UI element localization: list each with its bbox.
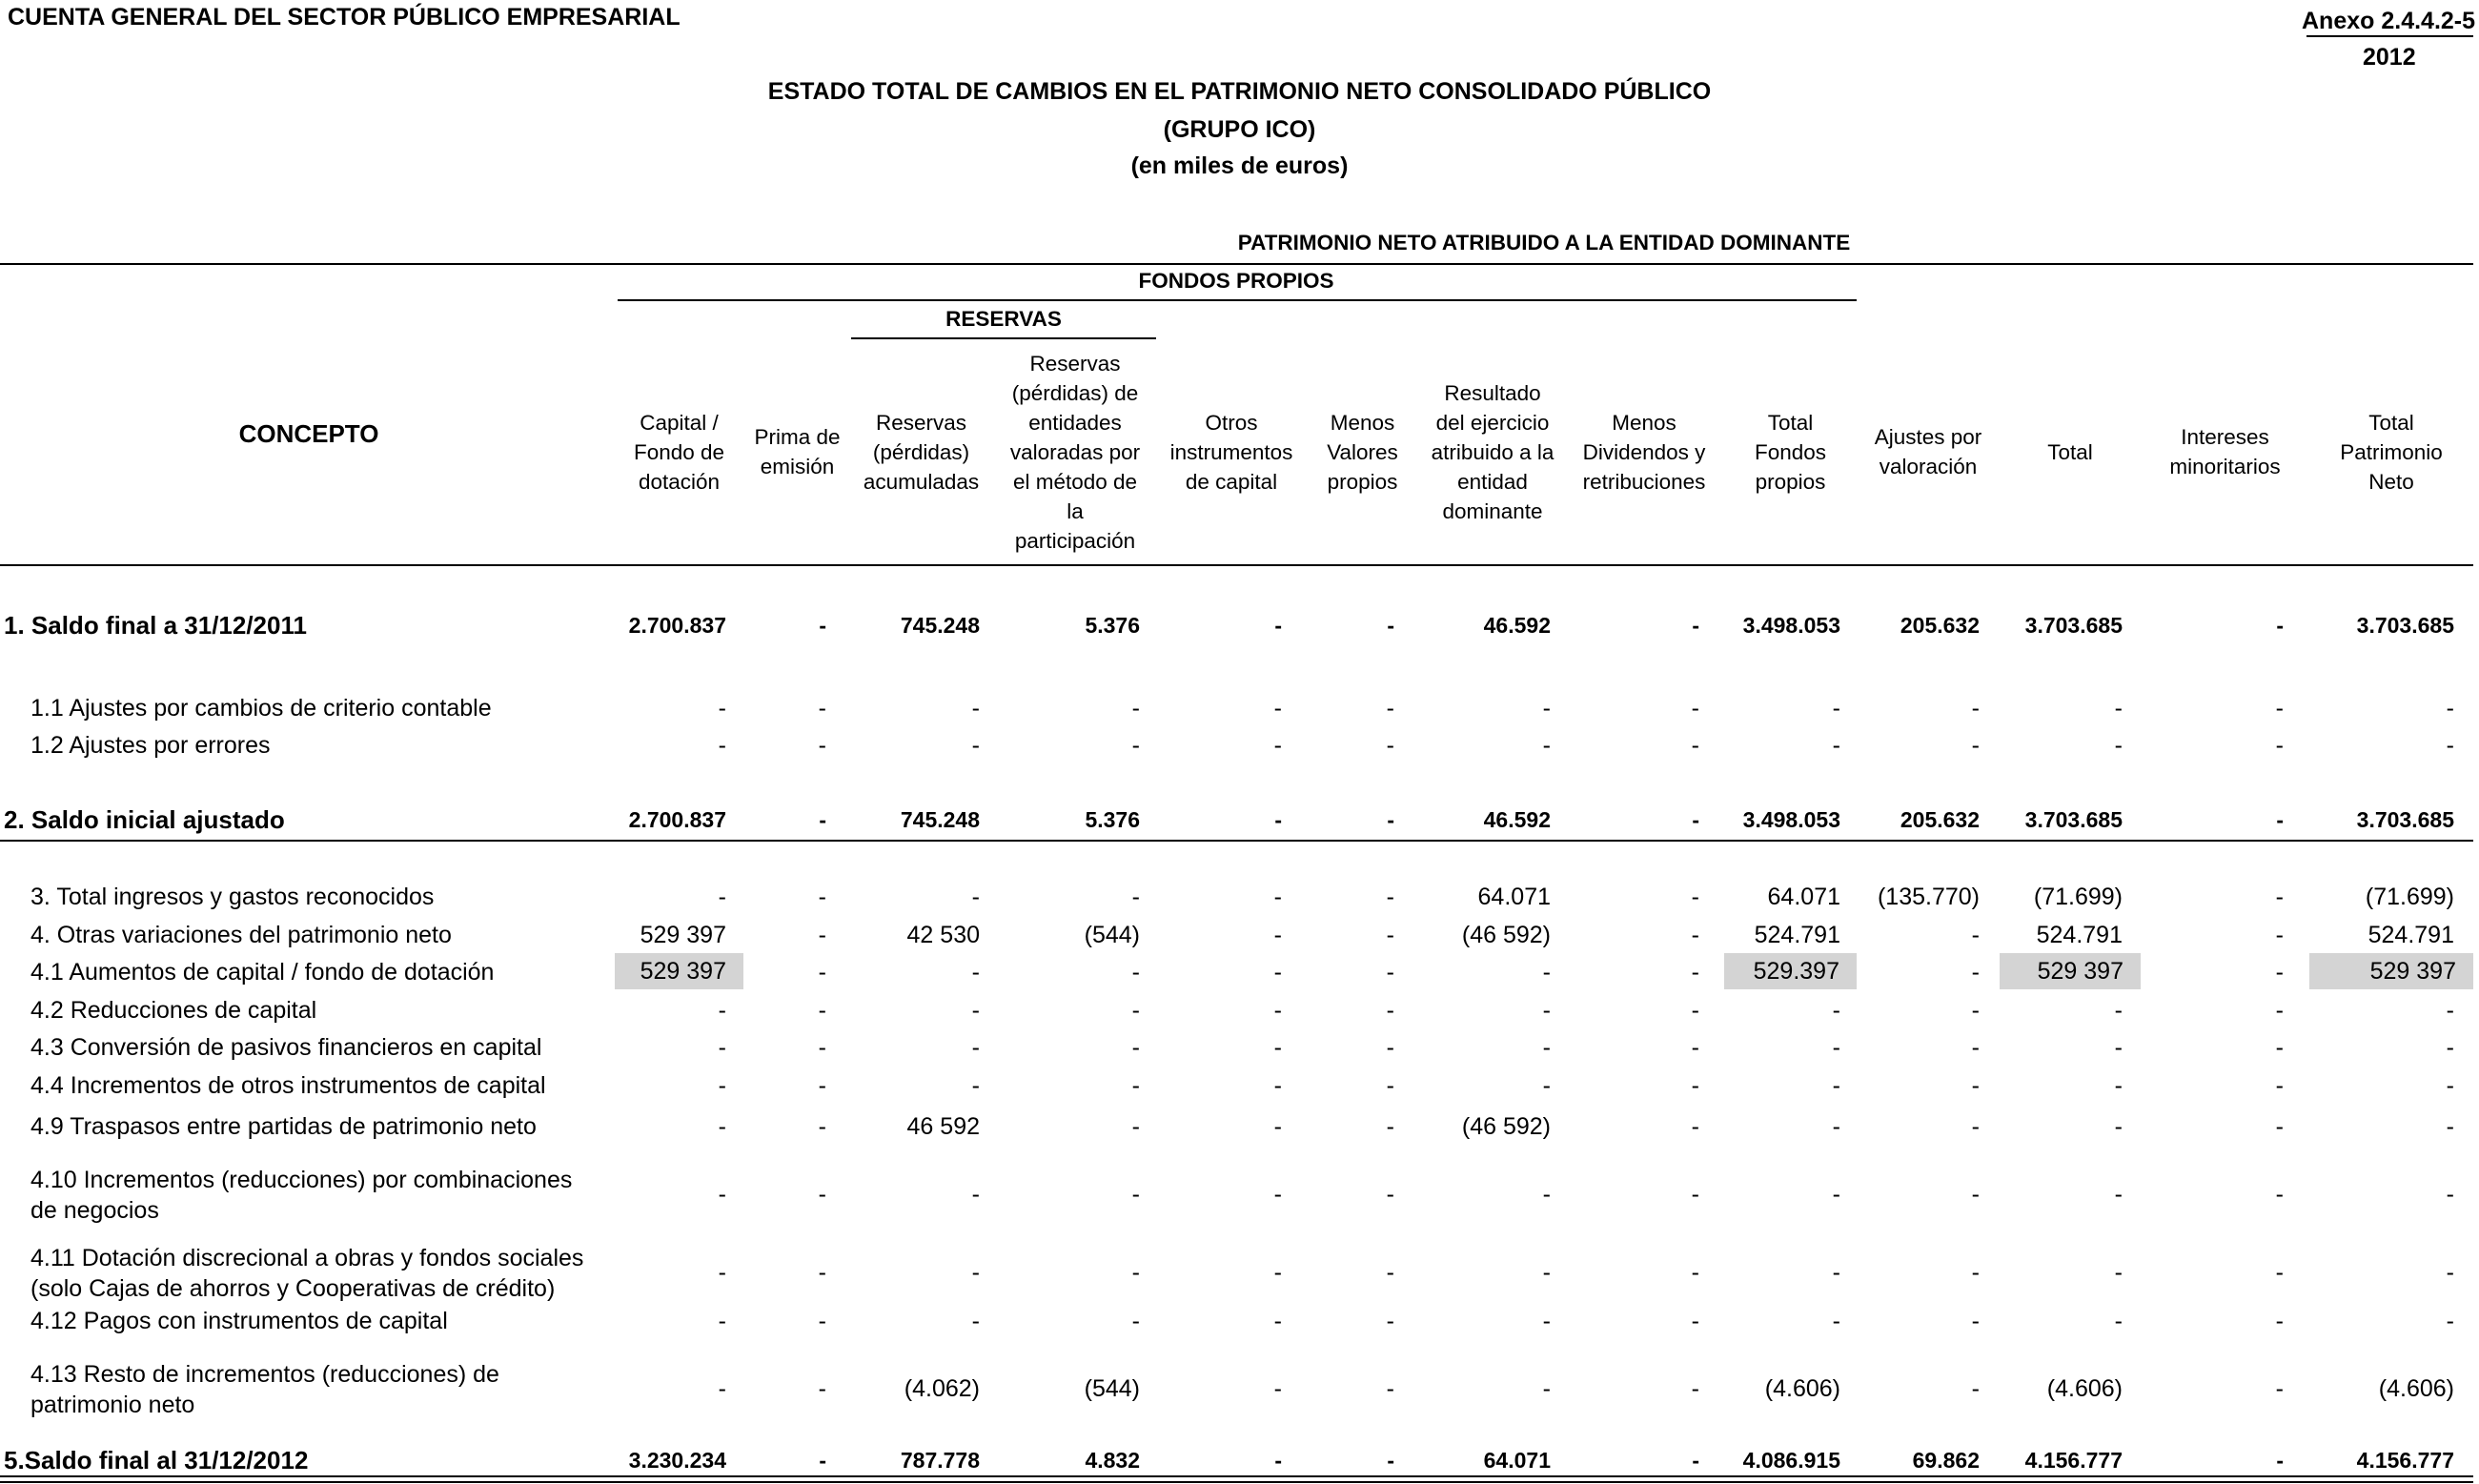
report-subtitle: (GRUPO ICO) bbox=[1163, 116, 1316, 143]
table-cell: 205.632 bbox=[1900, 613, 1980, 638]
table-cell: - bbox=[1691, 1072, 1699, 1099]
report-units: (en miles de euros) bbox=[1130, 152, 1349, 179]
table-cell: - bbox=[1542, 1034, 1551, 1061]
table-cell: - bbox=[971, 997, 980, 1024]
table-cell: - bbox=[818, 1375, 826, 1402]
column-header: Resultado del ejercicio atribuido a la entidad dominante bbox=[1431, 380, 1554, 523]
table-cell: 64.071 bbox=[1483, 1448, 1551, 1473]
table-cell: - bbox=[971, 1259, 980, 1286]
table-cell: - bbox=[1131, 695, 1140, 722]
table-cell: - bbox=[1832, 1308, 1840, 1334]
column-header: Menos Valores propios bbox=[1327, 410, 1398, 494]
table-cell: - bbox=[2275, 922, 2284, 948]
table-cell: - bbox=[819, 613, 826, 638]
table-cell: - bbox=[2446, 1181, 2454, 1208]
table-cell: - bbox=[1971, 922, 1980, 948]
table-cell: 3.498.053 bbox=[1742, 807, 1840, 832]
table-cell: - bbox=[2275, 997, 2284, 1024]
table-cell: (544) bbox=[1084, 922, 1140, 948]
concept-header: CONCEPTO bbox=[238, 419, 379, 448]
table-cell: - bbox=[1131, 884, 1140, 910]
table-cell: (46 592) bbox=[1461, 922, 1551, 948]
table-cell: 3.703.685 bbox=[2356, 613, 2454, 638]
table-cell: - bbox=[1273, 1259, 1282, 1286]
table-cell: - bbox=[2114, 1034, 2123, 1061]
table-cell: - bbox=[2114, 1259, 2123, 1286]
table-cell: 2.700.837 bbox=[628, 613, 726, 638]
table-cell: - bbox=[1131, 1113, 1140, 1140]
table-cell: - bbox=[2275, 1259, 2284, 1286]
table-cell: (135.770) bbox=[1877, 884, 1980, 910]
table-cell: - bbox=[1971, 959, 1980, 986]
table-cell: - bbox=[1542, 695, 1551, 722]
table-cell: (71.699) bbox=[2365, 884, 2454, 910]
table-cell: 524.791 bbox=[1754, 922, 1840, 948]
table-cell: - bbox=[1691, 922, 1699, 948]
column-header: Total Patrimonio Neto bbox=[2340, 410, 2443, 494]
table-cell: - bbox=[1691, 695, 1699, 722]
row-label: 5.Saldo final al 31/12/2012 bbox=[4, 1446, 309, 1474]
table-cell: - bbox=[1832, 732, 1840, 759]
row-label: 1.2 Ajustes por errores bbox=[30, 732, 271, 759]
table-cell: - bbox=[1542, 1181, 1551, 1208]
table-cell: - bbox=[1273, 695, 1282, 722]
table-cell: - bbox=[1386, 1259, 1394, 1286]
row-label: 4.13 Resto de incrementos (reducciones) de patrimonio neto bbox=[30, 1361, 499, 1418]
table-cell: (71.699) bbox=[2033, 884, 2123, 910]
table-cell: - bbox=[718, 1034, 726, 1061]
table-cell: - bbox=[718, 732, 726, 759]
table-cell: (4.606) bbox=[2046, 1375, 2123, 1402]
table-cell: - bbox=[1832, 997, 1840, 1024]
table-top-rule bbox=[0, 263, 2473, 265]
table-cell: - bbox=[2275, 1072, 2284, 1099]
column-header: Reservas (pérdidas) acumuladas bbox=[863, 410, 980, 494]
table-cell: - bbox=[971, 1072, 980, 1099]
table-cell: - bbox=[1131, 959, 1140, 986]
table-cell: - bbox=[971, 1181, 980, 1208]
table-cell: - bbox=[2114, 695, 2123, 722]
table-cell: 46 592 bbox=[906, 1113, 980, 1140]
table-cell: 529 397 bbox=[2309, 953, 2473, 989]
table-cell: - bbox=[1274, 613, 1282, 638]
report-year: 2012 bbox=[2363, 44, 2416, 71]
row-label: 3. Total ingresos y gastos reconocidos bbox=[30, 884, 435, 910]
table-cell: - bbox=[2275, 695, 2284, 722]
table-cell: - bbox=[818, 1113, 826, 1140]
table-cell: - bbox=[718, 1308, 726, 1334]
table-cell: 529 397 bbox=[640, 922, 726, 948]
table-cell: - bbox=[1386, 1072, 1394, 1099]
table-cell: - bbox=[1542, 1308, 1551, 1334]
table-cell: - bbox=[1131, 732, 1140, 759]
table-cell: - bbox=[1273, 997, 1282, 1024]
table-cell: 524.791 bbox=[2036, 922, 2123, 948]
table-cell: - bbox=[718, 1181, 726, 1208]
table-cell: - bbox=[1692, 807, 1699, 832]
table-cell: - bbox=[1542, 959, 1551, 986]
table-cell: - bbox=[1691, 1181, 1699, 1208]
table-cell: - bbox=[1131, 1034, 1140, 1061]
table-cell: - bbox=[1971, 1113, 1980, 1140]
table-cell: - bbox=[1273, 1072, 1282, 1099]
table-cell: - bbox=[2275, 1375, 2284, 1402]
table-cell: - bbox=[2275, 732, 2284, 759]
report-title: ESTADO TOTAL DE CAMBIOS EN EL PATRIMONIO NETO CONSOLIDADO PÚBLICO bbox=[767, 78, 1712, 105]
table-cell: - bbox=[1131, 1259, 1140, 1286]
row-label: 1. Saldo final a 31/12/2011 bbox=[4, 611, 307, 640]
table-cell: - bbox=[1273, 959, 1282, 986]
table-cell: - bbox=[1692, 613, 1699, 638]
table-cell: - bbox=[1386, 1034, 1394, 1061]
table-cell: 5.376 bbox=[1085, 613, 1140, 638]
table-cell: - bbox=[1131, 997, 1140, 1024]
table-cell: - bbox=[971, 1308, 980, 1334]
table-cell: - bbox=[1971, 997, 1980, 1024]
table-cell: - bbox=[1274, 807, 1282, 832]
table-cell: - bbox=[2446, 997, 2454, 1024]
table-cell: 69.862 bbox=[1912, 1448, 1980, 1473]
table-cell: - bbox=[818, 922, 826, 948]
table-cell: - bbox=[1691, 884, 1699, 910]
column-header: Reservas (pérdidas) de entidades valoradas por el método de la participación bbox=[1009, 351, 1141, 553]
table-cell: - bbox=[818, 695, 826, 722]
row-label: 4.1 Aumentos de capital / fondo de dotación bbox=[30, 959, 495, 986]
rule-after-saldo-inicial bbox=[0, 840, 2473, 842]
table-cell: - bbox=[1387, 613, 1394, 638]
fondos-rule bbox=[618, 299, 1857, 301]
row-label: 4.10 Incrementos (reducciones) por combinaciones de negocios bbox=[30, 1167, 573, 1224]
table-cell: - bbox=[1273, 732, 1282, 759]
table-cell: 524.791 bbox=[2367, 922, 2454, 948]
table-cell: - bbox=[2114, 1113, 2123, 1140]
table-cell: - bbox=[1971, 732, 1980, 759]
table-cell: - bbox=[1691, 997, 1699, 1024]
table-cell: - bbox=[2275, 1113, 2284, 1140]
table-cell: - bbox=[1692, 1448, 1699, 1473]
table-cell: - bbox=[2446, 1113, 2454, 1140]
table-cell: - bbox=[1832, 1072, 1840, 1099]
table-cell: 205.632 bbox=[1900, 807, 1980, 832]
table-cell: - bbox=[1131, 1308, 1140, 1334]
table-cell: 3.703.685 bbox=[2024, 613, 2123, 638]
table-cell: 3.703.685 bbox=[2356, 807, 2454, 832]
column-header: Menos Dividendos y retribuciones bbox=[1582, 410, 1706, 494]
table-cell: 529 397 bbox=[615, 953, 743, 989]
table-cell: 745.248 bbox=[900, 613, 980, 638]
table-cell: (4.606) bbox=[1764, 1375, 1840, 1402]
header-bottom-rule bbox=[0, 564, 2473, 566]
table-cell: - bbox=[1691, 732, 1699, 759]
table-cell: - bbox=[718, 1259, 726, 1286]
report-header-org: CUENTA GENERAL DEL SECTOR PÚBLICO EMPRESARIAL bbox=[8, 4, 681, 30]
table-cell: 46.592 bbox=[1483, 807, 1551, 832]
table-cell: - bbox=[2446, 1034, 2454, 1061]
table-cell: - bbox=[1691, 1259, 1699, 1286]
annex-label: Anexo 2.4.4.2-5 bbox=[2302, 8, 2476, 34]
table-cell: - bbox=[2276, 1448, 2284, 1473]
table-cell: 64.071 bbox=[1767, 884, 1840, 910]
table-cell: - bbox=[818, 1034, 826, 1061]
table-cell: - bbox=[2114, 1308, 2123, 1334]
table-cell: - bbox=[2275, 884, 2284, 910]
table-cell: - bbox=[1971, 1181, 1980, 1208]
table-cell: - bbox=[1386, 997, 1394, 1024]
column-header: Total Fondos propios bbox=[1754, 410, 1827, 494]
row-label: 4. Otras variaciones del patrimonio neto bbox=[30, 922, 452, 948]
row-label: 4.12 Pagos con instrumentos de capital bbox=[30, 1308, 448, 1334]
table-cell: - bbox=[818, 997, 826, 1024]
table-cell: - bbox=[2446, 695, 2454, 722]
table-cell: - bbox=[2114, 1181, 2123, 1208]
table-cell: - bbox=[1387, 1448, 1394, 1473]
table-cell: - bbox=[819, 807, 826, 832]
column-header: Capital / Fondo de dotación bbox=[633, 410, 725, 494]
table-cell: - bbox=[818, 1181, 826, 1208]
table-cell: - bbox=[718, 997, 726, 1024]
table-cell: - bbox=[1386, 1113, 1394, 1140]
table-cell: 46.592 bbox=[1483, 613, 1551, 638]
table-cell: - bbox=[818, 884, 826, 910]
reservas-rule bbox=[851, 337, 1156, 339]
table-cell: - bbox=[1832, 1259, 1840, 1286]
table-cell: - bbox=[971, 695, 980, 722]
table-cell: - bbox=[1386, 1375, 1394, 1402]
table-cell: 3.498.053 bbox=[1742, 613, 1840, 638]
table-cell: - bbox=[818, 959, 826, 986]
table-cell: - bbox=[718, 1375, 726, 1402]
table-cell: - bbox=[1542, 997, 1551, 1024]
table-cell: - bbox=[819, 1448, 826, 1473]
table-cell: - bbox=[1542, 1259, 1551, 1286]
table-cell: - bbox=[1542, 1375, 1551, 1402]
row-label: 1.1 Ajustes por cambios de criterio contable bbox=[30, 695, 492, 722]
table-cell: 2.700.837 bbox=[628, 807, 726, 832]
table-cell: 4.156.777 bbox=[2024, 1448, 2123, 1473]
table-cell: - bbox=[2446, 1308, 2454, 1334]
table-cell: - bbox=[1273, 1181, 1282, 1208]
table-cell: 787.778 bbox=[900, 1448, 980, 1473]
table-cell: - bbox=[971, 732, 980, 759]
group-reservas-header: RESERVAS bbox=[945, 307, 1062, 331]
table-cell: - bbox=[818, 1259, 826, 1286]
table-cell: - bbox=[818, 732, 826, 759]
table-cell: - bbox=[1386, 959, 1394, 986]
table-cell: - bbox=[1386, 695, 1394, 722]
table-cell: 4.832 bbox=[1085, 1448, 1140, 1473]
column-header: Prima de emisión bbox=[754, 425, 841, 478]
table-cell: 5.376 bbox=[1085, 807, 1140, 832]
table-cell: (544) bbox=[1084, 1375, 1140, 1402]
table-cell: - bbox=[718, 884, 726, 910]
table-cell: - bbox=[1386, 884, 1394, 910]
table-cell: - bbox=[1832, 695, 1840, 722]
annex-divider bbox=[2306, 35, 2473, 37]
table-cell: - bbox=[1386, 1308, 1394, 1334]
table-bottom-rule-2 bbox=[0, 1481, 2473, 1483]
table-bottom-rule-1 bbox=[0, 1475, 2473, 1477]
table-cell: - bbox=[2446, 1259, 2454, 1286]
table-cell: - bbox=[2275, 959, 2284, 986]
row-label: 4.2 Reducciones de capital bbox=[30, 997, 317, 1024]
table-cell: 3.230.234 bbox=[628, 1448, 726, 1473]
table-cell: 529.397 bbox=[1724, 953, 1857, 989]
column-header: Ajustes por valoración bbox=[1874, 425, 1982, 478]
table-cell: - bbox=[1131, 1181, 1140, 1208]
row-label: 2. Saldo inicial ajustado bbox=[4, 805, 285, 834]
table-cell: - bbox=[1273, 1375, 1282, 1402]
table-cell: - bbox=[971, 959, 980, 986]
group-attributed-header: PATRIMONIO NETO ATRIBUIDO A LA ENTIDAD DOMINANTE bbox=[1237, 231, 1851, 254]
table-cell: - bbox=[718, 1072, 726, 1099]
table-cell: - bbox=[2276, 613, 2284, 638]
table-cell: - bbox=[1542, 1072, 1551, 1099]
table-cell: - bbox=[718, 1113, 726, 1140]
table-cell: - bbox=[1971, 695, 1980, 722]
table-cell: - bbox=[1273, 1308, 1282, 1334]
table-cell: 64.071 bbox=[1477, 884, 1551, 910]
row-label: 4.4 Incrementos de otros instrumentos de capital bbox=[30, 1072, 546, 1099]
table-cell: - bbox=[2275, 1181, 2284, 1208]
table-cell: 529 397 bbox=[2000, 953, 2141, 989]
group-fondos-header: FONDOS PROPIOS bbox=[1138, 269, 1334, 293]
table-cell: - bbox=[2114, 997, 2123, 1024]
column-header: Otros instrumentos de capital bbox=[1169, 410, 1293, 494]
table-cell: - bbox=[1971, 1034, 1980, 1061]
table-cell: - bbox=[2446, 1072, 2454, 1099]
table-cell: 42 530 bbox=[906, 922, 980, 948]
table-cell: - bbox=[1131, 1072, 1140, 1099]
table-cell: - bbox=[1832, 1181, 1840, 1208]
table-cell: - bbox=[1273, 884, 1282, 910]
table-cell: - bbox=[1274, 1448, 1282, 1473]
table-cell: - bbox=[818, 1072, 826, 1099]
table-cell: - bbox=[1691, 1375, 1699, 1402]
table-cell: - bbox=[1971, 1375, 1980, 1402]
table-cell: - bbox=[971, 884, 980, 910]
table-cell: (4.606) bbox=[2378, 1375, 2454, 1402]
table-cell: - bbox=[1542, 732, 1551, 759]
table-cell: 4.156.777 bbox=[2356, 1448, 2454, 1473]
table-cell: (4.062) bbox=[904, 1375, 980, 1402]
table-cell: - bbox=[2276, 807, 2284, 832]
table-cell: - bbox=[1273, 1113, 1282, 1140]
table-cell: - bbox=[1386, 1181, 1394, 1208]
table-cell: - bbox=[1832, 1113, 1840, 1140]
table-cell: - bbox=[2114, 1072, 2123, 1099]
table-cell: - bbox=[1971, 1308, 1980, 1334]
table-cell: - bbox=[1387, 807, 1394, 832]
row-label: 4.3 Conversión de pasivos financieros en capital bbox=[30, 1034, 542, 1061]
table-cell: - bbox=[2275, 1308, 2284, 1334]
table-cell: - bbox=[1691, 1113, 1699, 1140]
row-label: 4.11 Dotación discrecional a obras y fondos sociales (solo Cajas de ahorros y Cooperativas de crédito) bbox=[30, 1245, 584, 1302]
table-cell: - bbox=[971, 1034, 980, 1061]
table-cell: 745.248 bbox=[900, 807, 980, 832]
table-cell: - bbox=[1691, 1034, 1699, 1061]
table-cell: 4.086.915 bbox=[1742, 1448, 1840, 1473]
table-cell: - bbox=[2114, 732, 2123, 759]
column-header: Intereses minoritarios bbox=[2169, 425, 2281, 478]
table-cell: - bbox=[1386, 922, 1394, 948]
table-cell: - bbox=[718, 695, 726, 722]
table-cell: - bbox=[1832, 1034, 1840, 1061]
table-cell: - bbox=[1386, 732, 1394, 759]
column-header: Total bbox=[2047, 439, 2093, 464]
table-cell: - bbox=[2275, 1034, 2284, 1061]
table-cell: - bbox=[1971, 1259, 1980, 1286]
table-cell: - bbox=[1691, 1308, 1699, 1334]
table-cell: - bbox=[1273, 922, 1282, 948]
table-cell: - bbox=[2446, 732, 2454, 759]
table-cell: (46 592) bbox=[1461, 1113, 1551, 1140]
table-cell: 3.703.685 bbox=[2024, 807, 2123, 832]
row-label: 4.9 Traspasos entre partidas de patrimonio neto bbox=[30, 1113, 537, 1140]
table-cell: - bbox=[1273, 1034, 1282, 1061]
table-cell: - bbox=[1971, 1072, 1980, 1099]
table-cell: - bbox=[1691, 959, 1699, 986]
table-cell: - bbox=[818, 1308, 826, 1334]
